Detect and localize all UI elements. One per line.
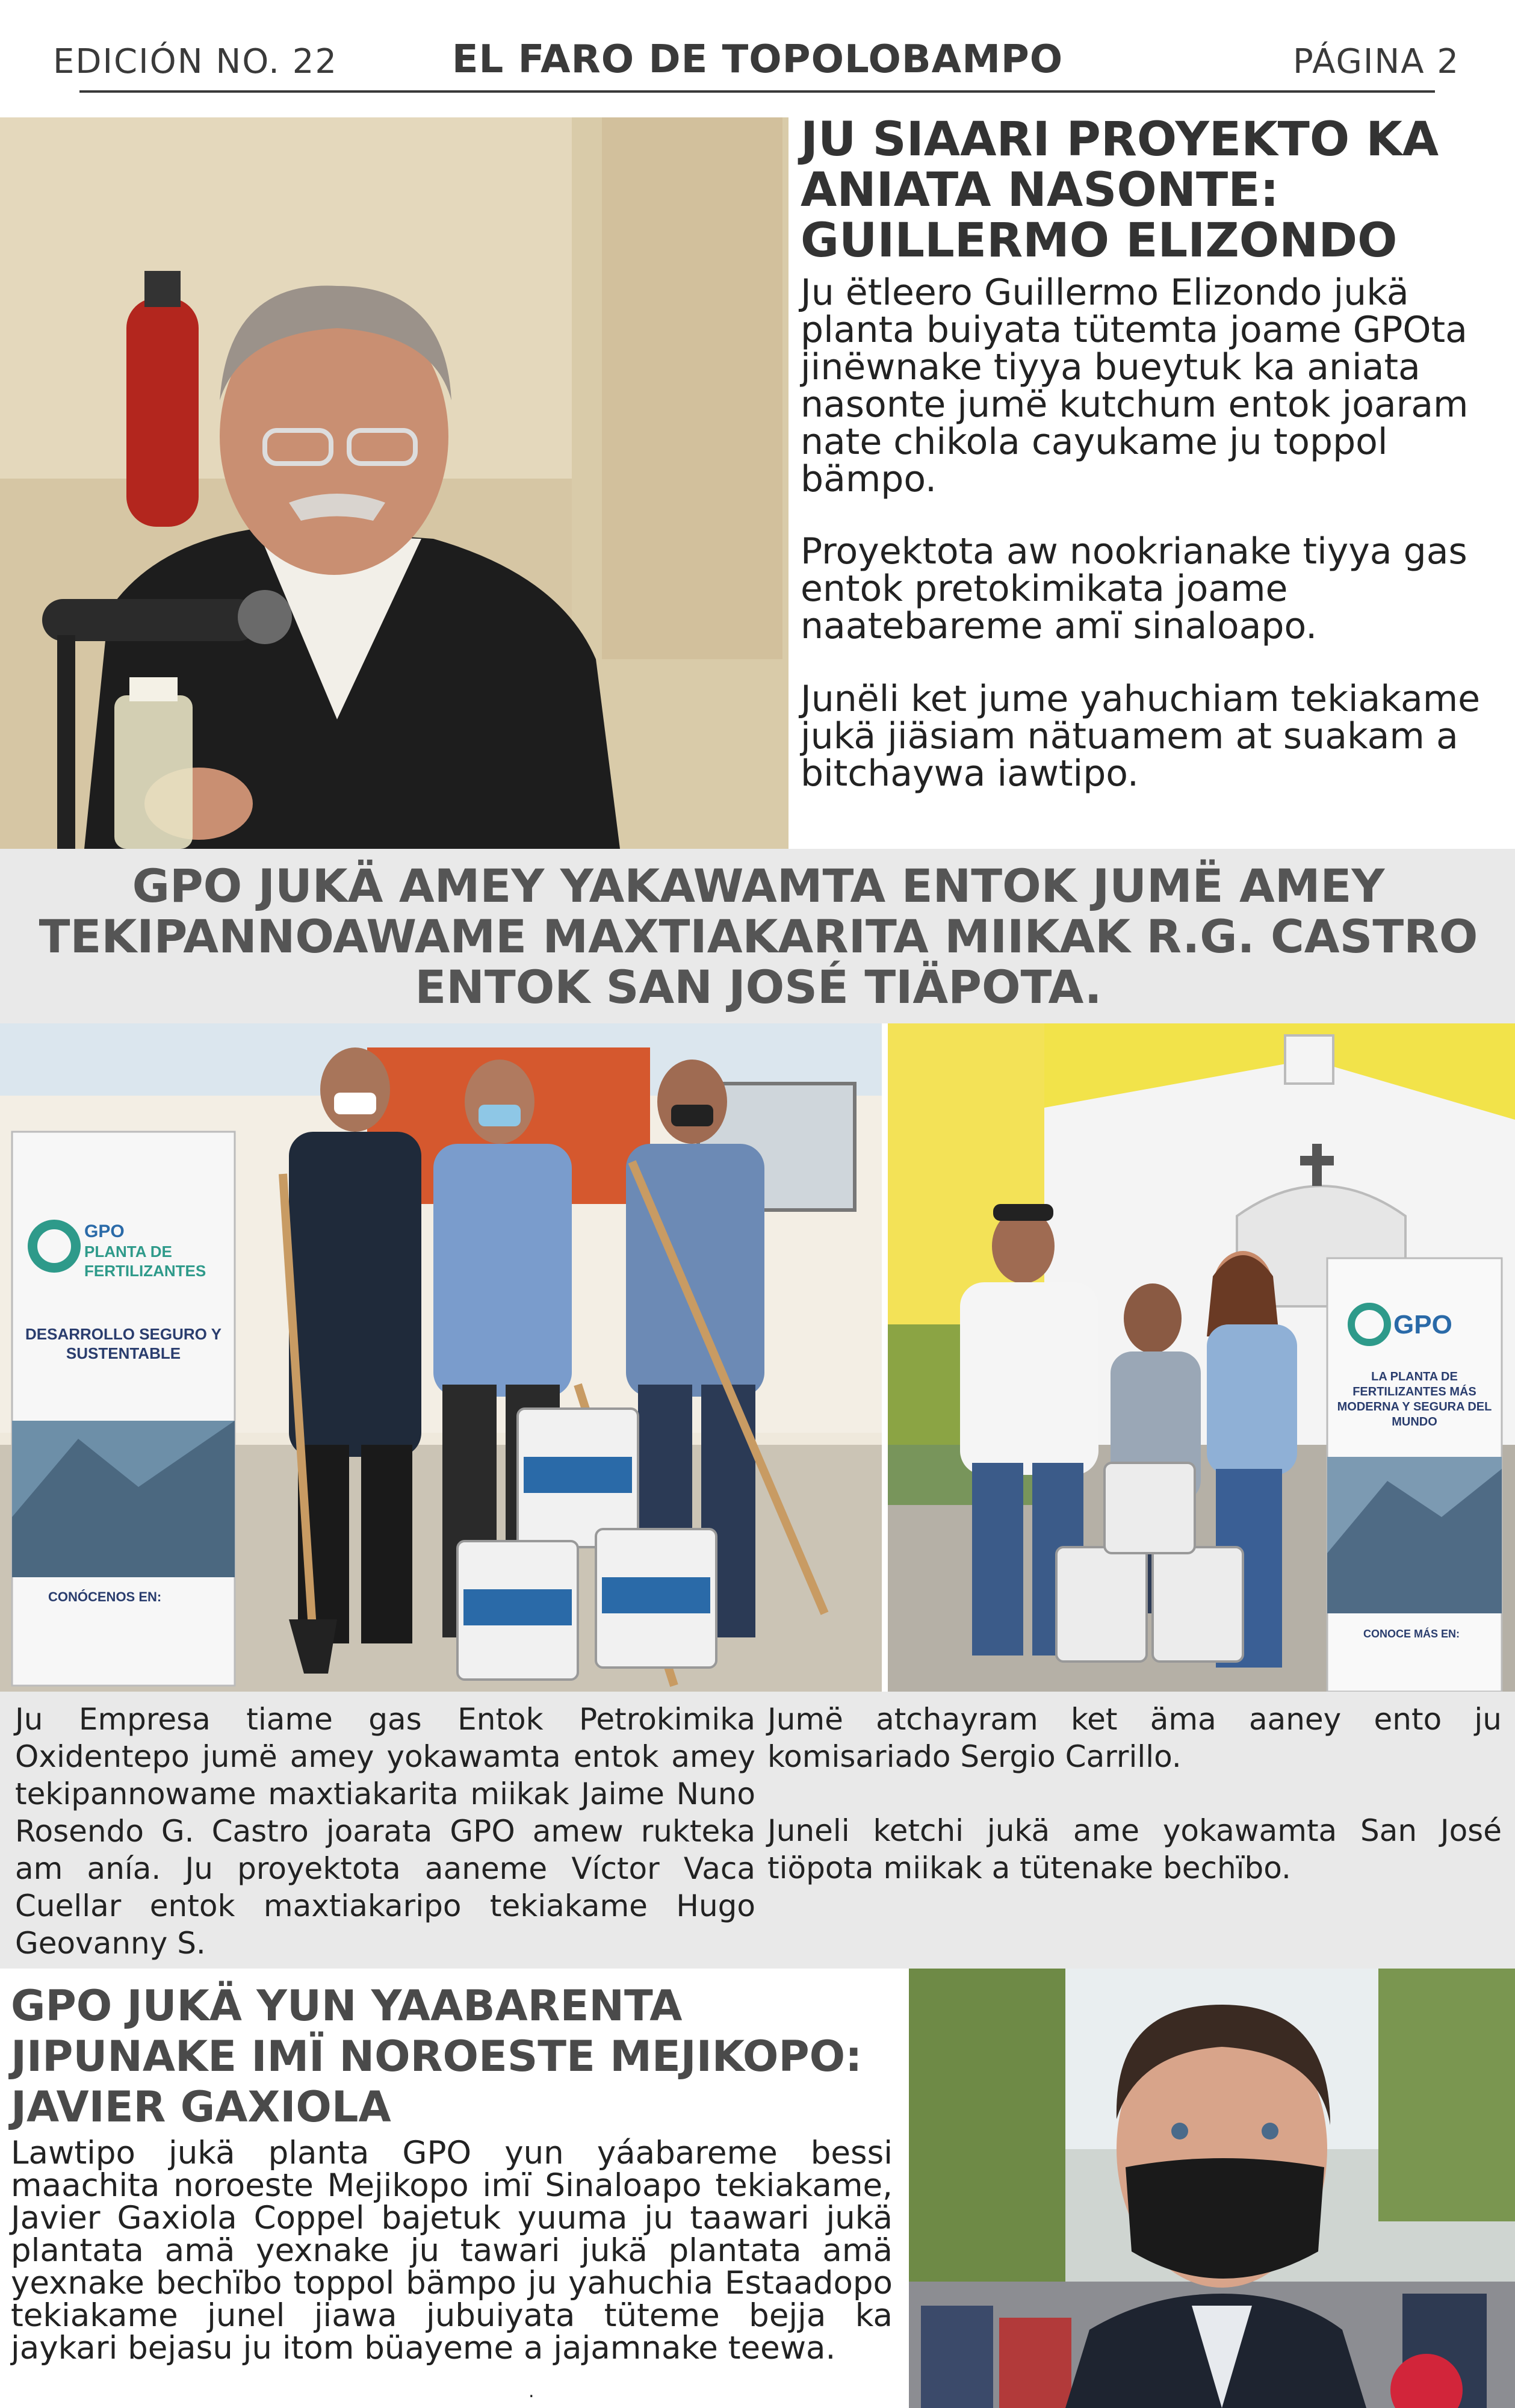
newspaper-title: EL FARO DE TOPOLOBAMPO: [451, 37, 1064, 82]
page-number: PÁGINA 2: [1292, 42, 1460, 81]
church-group-illustration: [888, 1023, 1515, 1692]
speaker-illustration: [0, 117, 788, 849]
guillermo-elizondo-photo: [0, 117, 788, 849]
banner2-contact: CONOCE MÁS EN:: [1363, 1628, 1460, 1640]
header-rule: [79, 90, 1435, 93]
rg-castro-school-photo: [0, 1023, 882, 1692]
article1-headline: JU SIAARI PROYEKTO KA ANIATA NASONTE: GUILLERMO ELIZONDO: [801, 113, 1439, 268]
caption-right-2: Juneli ketchi jukä ame yokawamta San José tiöpota miikak a tütenake bechïbo.: [767, 1813, 1502, 1885]
school-group-illustration: [0, 1023, 882, 1692]
banner1-contact: CONÓCENOS EN:: [48, 1589, 162, 1604]
interview-illustration: [909, 1969, 1515, 2408]
banner2-slogan: LA PLANTA DE FERTILIZANTES MÁS MODERNA Y SEGURA DEL MUNDO: [1337, 1370, 1492, 1429]
caption-left: Ju Empresa tiame gas Entok Petrokimika Oxidentepo jumë amey yokawamta entok amey tekipannowame maxtiakarita miikak Jaime Nuno Rosendo G. Castro joarata GPO amew rukteka am anía. Ju proyektota aaneme Víctor Vaca Cuellar entok maxtiakaripo tekiakame Hugo Geovanny S.: [15, 1702, 755, 1961]
article1-paragraph-1: Ju ëtleero Guillermo Elizondo jukä planta buiyata tütemta joame GPOta jinëwnake tiyya bueytuk ka aniata nasonte jumë kutchum entok joaram nate chikola cayukame ju toppol bämpo.: [801, 272, 1469, 500]
banner1-slogan-box: [24, 1324, 223, 1391]
san-jose-church-photo: [888, 1023, 1515, 1692]
trailing-mark: .: [528, 2381, 534, 2402]
edition-number: EDICIÓN NO. 22: [53, 42, 338, 81]
banner1-brand: GPO: [84, 1221, 125, 1241]
banner1-slogan: DESARROLLO SEGURO Y SUSTENTABLE: [25, 1325, 222, 1362]
banner1-brand-line2: PLANTA DE: [84, 1243, 172, 1261]
banner2-slogan-box: [1336, 1370, 1493, 1454]
banner2-brand: GPO: [1393, 1310, 1452, 1339]
article2-headline: GPO JUKÄ AMEY YAKAWAMTA ENTOK JUMË AMEY TEKIPANNOAWAME MAXTIAKARITA MIIKAK R.G. CASTRO ENTOK SAN JOSÉ TIÄPOTA.: [39, 859, 1478, 1014]
article3-body: Lawtipo jukä planta GPO yun yáabareme bessi maachita noroeste Mejikopo imï Sinaloapo tekiakame, Javier Gaxiola Coppel bajetuk yuuma ju taawari jukä plantata amä yexnake ju tawari jukä plantata amä yexnake bechïbo toppol bämpo ju yahuchia Estaadopo tekiakame junel jiawa jubuiyata tüteme bejja ka jaykari bejasu ju itom büayeme a jajamnake teewa.: [11, 2135, 893, 2366]
caption-right-1: Jumë atchayram ket äma aaney ento ju komisariado Sergio Carrillo.: [767, 1702, 1502, 1774]
article1-paragraph-2: Proyektota aw nookrianake tiyya gas entok pretokimikata joame naatebareme amï sinaloapo.: [801, 530, 1467, 647]
javier-gaxiola-photo: [909, 1969, 1515, 2408]
banner1-brand-line3: FERTILIZANTES: [84, 1262, 206, 1280]
article1-paragraph-3: Junëli ket jume yahuchiam tekiakame jukä jiäsiam nätuamem at suakam a bitchaywa iawtipo.: [801, 678, 1481, 795]
article3-headline: GPO JUKÄ YUN YAABARENTA JIPUNAKE IMÏ NOROESTE MEJIKOPO: JAVIER GAXIOLA: [11, 1981, 863, 2132]
